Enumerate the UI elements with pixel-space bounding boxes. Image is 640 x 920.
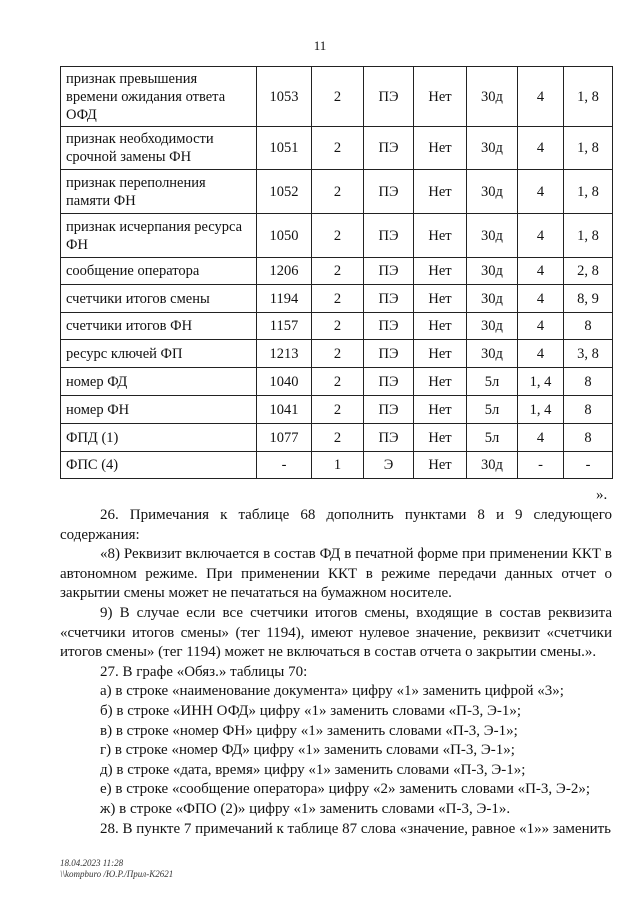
table-cell: 5л: [467, 396, 518, 424]
item-b: б) в строке «ИНН ОФД» цифру «1» заменить словами «П-3, Э-1»;: [100, 702, 522, 719]
requisite-name-cell: счетчики итогов ФН: [61, 313, 257, 340]
table-cell: 1077: [257, 424, 312, 452]
table-cell: 4: [518, 214, 564, 258]
table-cell: ПЭ: [364, 340, 414, 368]
table-cell: ПЭ: [364, 67, 414, 127]
item-a: а) в строке «наименование документа» цифру «1» заменить цифрой «3»;: [100, 683, 564, 700]
table-cell: 4: [518, 170, 564, 214]
table-row: [61, 368, 613, 396]
table-cell: ПЭ: [364, 258, 414, 285]
paragraph-26: 26. Примечания к таблице 68 дополнить пунктами 8 и 9 следующего содержания:: [60, 507, 612, 543]
table-cell: 3, 8: [564, 340, 613, 368]
table-cell: 1053: [257, 67, 312, 127]
requisite-name-cell: ФПД (1): [61, 424, 257, 452]
table-cell: 1040: [257, 368, 312, 396]
page-number: 11: [313, 38, 327, 53]
table-cell: 4: [518, 67, 564, 127]
table-cell: -: [257, 452, 312, 479]
table-cell: 2: [312, 368, 364, 396]
table-cell: ПЭ: [364, 214, 414, 258]
table-cell: 5л: [467, 368, 518, 396]
note-8: «8) Реквизит включается в состав ФД в печатной форме при применении ККТ в автономном режиме. При применении ККТ в режиме передачи данных отчет о закрытии смены может не печататься на бумажном носителе.: [60, 546, 612, 602]
table-cell: 8: [564, 368, 613, 396]
table-cell: 1, 8: [564, 67, 613, 127]
footer-path: \\kompburo /Ю.Р./Прил-К2621: [60, 869, 174, 879]
requisite-name-cell: номер ФН: [61, 396, 257, 424]
table-cell: 1194: [257, 285, 312, 313]
item-v: в) в строке «номер ФН» цифру «1» заменить словами «П-3, Э-1»;: [100, 722, 518, 739]
table-cell: -: [564, 452, 613, 479]
table-cell: 1, 8: [564, 214, 613, 258]
table-cell: 1, 8: [564, 127, 613, 170]
requisite-name-cell: признак переполнения памяти ФН: [61, 170, 257, 214]
item-zh: ж) в строке «ФПО (2)» цифру «1» заменить словами «П-3, Э-1».: [100, 800, 511, 817]
requisite-name-cell: признак необходимости срочной замены ФН: [61, 127, 257, 170]
table-row: [61, 313, 613, 340]
table-cell: Нет: [414, 424, 467, 452]
table-cell: Нет: [414, 396, 467, 424]
table-cell: Нет: [414, 313, 467, 340]
table-cell: 2: [312, 340, 364, 368]
table-cell: 30д: [467, 170, 518, 214]
table-cell: ПЭ: [364, 285, 414, 313]
table-cell: 30д: [467, 67, 518, 127]
table-cell: 5л: [467, 424, 518, 452]
table-cell: 4: [518, 313, 564, 340]
table-cell: Нет: [414, 340, 467, 368]
table-cell: ПЭ: [364, 368, 414, 396]
table-cell: 4: [518, 127, 564, 170]
table-cell: 30д: [467, 285, 518, 313]
paragraph-27: 27. В графе «Обяз.» таблицы 70:: [100, 663, 308, 680]
table-row: [61, 170, 613, 214]
table-cell: Нет: [414, 368, 467, 396]
table-cell: 2: [312, 396, 364, 424]
table-cell: -: [518, 452, 564, 479]
table-row: [61, 340, 613, 368]
table-cell: 1157: [257, 313, 312, 340]
table-cell: ПЭ: [364, 396, 414, 424]
note-9: 9) В случае если все счетчики итогов смены, входящие в состав реквизита «счетчики итогов смены» (тег 1194), имеют нулевое значение, реквизит «счетчики итогов смены» (тег 1194) может не включаться в состав отчета о закрытии смены.».: [60, 604, 612, 661]
table-cell: 1, 4: [518, 396, 564, 424]
table-cell: 1052: [257, 170, 312, 214]
table-cell: 2: [312, 285, 364, 313]
table-cell: 1, 8: [564, 170, 613, 214]
requisite-name-cell: сообщение оператора: [61, 258, 257, 285]
requisite-name-cell: номер ФД: [61, 368, 257, 396]
table-cell: 1041: [257, 396, 312, 424]
closing-quote: ».: [596, 487, 608, 503]
table-cell: ПЭ: [364, 313, 414, 340]
table-cell: Э: [364, 452, 414, 479]
table-cell: 2: [312, 170, 364, 214]
table-cell: 30д: [467, 214, 518, 258]
table-cell: 30д: [467, 127, 518, 170]
table-cell: 1050: [257, 214, 312, 258]
requisites-table: [60, 66, 613, 479]
table-cell: ПЭ: [364, 127, 414, 170]
table-cell: 8: [564, 396, 613, 424]
table-cell: 30д: [467, 313, 518, 340]
requisite-name-cell: признак превышения времени ожидания ответа ОФД: [61, 67, 257, 127]
paragraph-28: 28. В пункте 7 примечаний к таблице 87 слова «значение, равное «1»» заменить: [100, 820, 612, 837]
table-cell: 2: [312, 313, 364, 340]
table-row: [61, 214, 613, 258]
table-cell: 30д: [467, 340, 518, 368]
table-cell: 2: [312, 67, 364, 127]
document-body: [60, 506, 612, 839]
table-cell: 4: [518, 285, 564, 313]
footer-timestamp: 18.04.2023 11:28: [60, 858, 124, 868]
item-d: д) в строке «дата, время» цифру «1» заменить словами «П-3, Э-1»;: [100, 761, 526, 778]
table-cell: 8: [564, 313, 613, 340]
table-cell: 2: [312, 258, 364, 285]
table-row: [61, 396, 613, 424]
table-cell: 2: [312, 214, 364, 258]
table-row: [61, 285, 613, 313]
table-row: [61, 258, 613, 285]
table-cell: Нет: [414, 127, 467, 170]
table-cell: 4: [518, 258, 564, 285]
table-cell: 1: [312, 452, 364, 479]
table-cell: 1213: [257, 340, 312, 368]
item-e: е) в строке «сообщение оператора» цифру «2» заменить словами «П-3, Э-2»;: [100, 781, 590, 798]
table-cell: 2: [312, 424, 364, 452]
requisite-name-cell: признак исчерпания ресурса ФН: [61, 214, 257, 258]
item-g: г) в строке «номер ФД» цифру «1» заменить словами «П-3, Э-1»;: [100, 742, 515, 759]
table-cell: 4: [518, 340, 564, 368]
table-cell: 1206: [257, 258, 312, 285]
table-cell: 2: [312, 127, 364, 170]
table-cell: 4: [518, 424, 564, 452]
requisite-name-cell: ресурс ключей ФП: [61, 340, 257, 368]
document-footer: [60, 858, 173, 880]
table-row: [61, 452, 613, 479]
table-cell: 8, 9: [564, 285, 613, 313]
table-row: [61, 424, 613, 452]
table-cell: Нет: [414, 452, 467, 479]
table-cell: Нет: [414, 214, 467, 258]
table-cell: 1, 4: [518, 368, 564, 396]
table-cell: 8: [564, 424, 613, 452]
table-cell: ПЭ: [364, 170, 414, 214]
table-cell: 2, 8: [564, 258, 613, 285]
table-cell: 1051: [257, 127, 312, 170]
table-cell: Нет: [414, 258, 467, 285]
table-row: [61, 67, 613, 127]
table-cell: Нет: [414, 67, 467, 127]
table-cell: Нет: [414, 170, 467, 214]
table-cell: ПЭ: [364, 424, 414, 452]
requisite-name-cell: счетчики итогов смены: [61, 285, 257, 313]
table-cell: 30д: [467, 452, 518, 479]
table-cell: 30д: [467, 258, 518, 285]
requisite-name-cell: ФПС (4): [61, 452, 257, 479]
table-cell: Нет: [414, 285, 467, 313]
table-row: [61, 127, 613, 170]
